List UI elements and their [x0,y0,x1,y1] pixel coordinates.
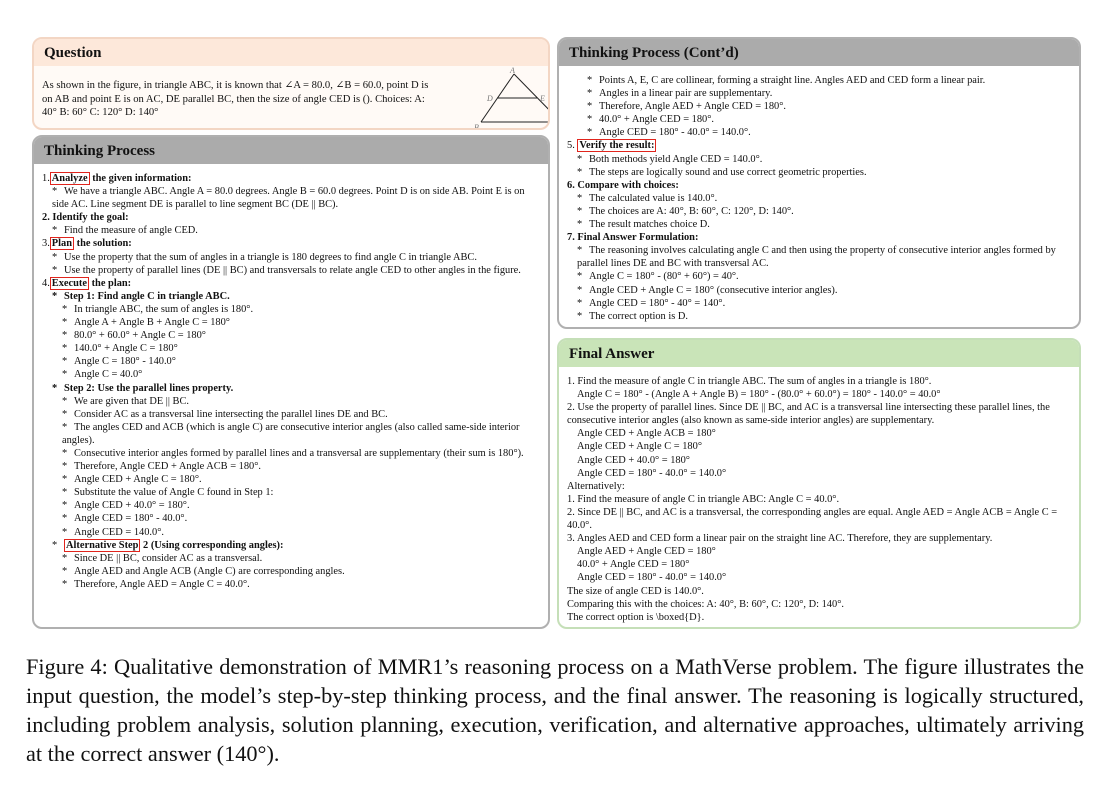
final-line: Angle CED = 180° - 40.0° = 140.0° [577,467,727,479]
label-b: B [474,123,479,132]
alternative-heading: * Alternative Step 2 (Using corresponding angles): [52,539,284,551]
substep-line: * Angle C = 180° - 140.0° [62,356,176,368]
label-d: D [487,94,493,103]
final-answer-title: Final Answer [559,340,1079,367]
step-4-heading: 4. Execute the plan: [42,277,132,289]
final-line: Angle C = 180° - (Angle A + Angle B) = 180° - (80.0° + 60.0°) = 180° - 140.0° = 40.0° [577,389,941,401]
step-3-detail: * Use the property of parallel lines (DE || BC) and transversals to relate angle CED to other angles in the figure. [52,264,521,276]
substep-2-heading: * Step 2: Use the parallel lines property. [52,382,234,394]
thinking-cont-title: Thinking Process (Cont’d) [559,39,1079,66]
final-line: Angle CED + Angle ACB = 180° [577,428,716,440]
substep-line: * Angle A + Angle B + Angle C = 180° [62,317,230,329]
final-line: 1. Find the measure of angle C in triangle ABC: Angle C = 40.0°. [567,493,840,505]
cont-line: * The correct option is D. [577,310,688,322]
substep-line: * Therefore, Angle AED = Angle C = 40.0°. [62,578,250,590]
final-line: Angle CED = 180° - 40.0° = 140.0° [577,572,727,584]
substep-line: * Angle CED + Angle C = 180°. [62,474,202,486]
substep-line: * We are given that DE || BC. [62,395,189,407]
final-line: Comparing this with the choices: A: 40°, B: 60°, C: 120°, D: 140°. [567,598,844,610]
final-line: The size of angle CED is 140.0°. [567,585,704,597]
cont-line: * The choices are A: 40°, B: 60°, C: 120°, D: 140°. [577,205,794,217]
cont-line: * Angle CED = 180° - 40° = 140°. [577,297,726,309]
substep-line: * Angle CED = 180° - 40.0°. [62,513,188,525]
final-line: The correct option is \boxed{D}. [567,611,705,623]
cont-line: * Angle CED = 180° - 40.0° = 140.0°. [587,127,751,139]
substep-line: * In triangle ABC, the sum of angles is 180°. [62,303,254,315]
final-line: Angle AED + Angle CED = 180° [577,546,716,558]
substep-line: * Angle AED and Angle ACB (Angle C) are corresponding angles. [62,565,345,577]
substep-line: * The angles CED and ACB (which is angle C) are consecutive interior angles (also called same-side interior angles). [62,421,520,446]
thinking-cont-panel [557,37,1081,329]
final-line: 40.0° + Angle CED = 180° [577,559,690,571]
substep-line: * Consecutive interior angles formed by parallel lines and a transversal are supplementary (their sum is 180°). [62,447,524,459]
thinking-title: Thinking Process [34,137,548,164]
step-6-heading: 6. Compare with choices: [567,179,679,191]
final-line: 1. Find the measure of angle C in triangle ABC. The sum of angles in a triangle is 180°. [567,376,932,387]
substep-line: * Angle C = 40.0° [62,369,143,381]
substep-line: * 80.0° + 60.0° + Angle C = 180° [62,330,206,342]
step-2-heading: 2. Identify the goal: [42,212,129,224]
highlight-plan: Plan [51,238,73,250]
cont-line: * Therefore, Angle AED + Angle CED = 180°. [587,101,786,113]
substep-line: * Since DE || BC, consider AC as a transversal. [62,552,263,564]
label-a: A [510,66,515,75]
final-line: 2. Use the property of parallel lines. Since DE || BC, and AC is a transversal line intersecting these parallel lines, the consecutive interior angles (also known as same-side interior angles) are supplementary. [567,402,1050,427]
step-1-detail: * We have a triangle ABC. Angle A = 80.0 degrees. Angle B = 60.0 degrees. Point D is on side AB. Point E is on side AC. Line segment DE is parallel to line segment BC (DE || BC). [52,186,525,211]
cont-line: * Points A, E, C are collinear, forming a straight line. Angles AED and CED form a linear pair. [587,75,986,86]
step-5-heading: 5. Verify the result: [567,140,655,152]
question-panel [32,37,550,130]
cont-line: * The steps are logically sound and use correct geometric properties. [577,166,867,178]
step-3-detail: * Use the property that the sum of angles in a triangle is 180 degrees to find angle C in triangle ABC. [52,251,477,263]
cont-line: * 40.0° + Angle CED = 180°. [587,114,714,126]
cont-line: * The calculated value is 140.0°. [577,192,718,204]
substep-line: * Angle CED + 40.0° = 180°. [62,500,190,512]
highlight-execute: Execute [51,277,87,289]
cont-line: * Angle CED + Angle C = 180° (consecutive interior angles). [577,284,838,296]
step-1-heading: 1. Analyze the given information: [42,173,192,184]
substep-line: * Therefore, Angle CED + Angle ACB = 180°. [62,461,262,473]
cont-line: * The reasoning involves calculating angle C and then using the property of consecutive interior angles formed by parallel lines DE and BC with transversal AC. [577,245,1056,270]
thinking-panel [32,135,550,629]
step-3-heading: 3. Plan the solution: [42,238,132,250]
step-7-heading: 7. Final Answer Formulation: [567,232,699,244]
substep-line: * Substitute the value of Angle C found in Step 1: [62,487,274,499]
question-text: As shown in the figure, in triangle ABC, it is known that ∠A = 80.0, ∠B = 60.0, point D is on AB and point E is on AC, DE parallel BC, then the size of angle CED is (). Choices: A: 40° B: 60° C: 120° D: 140° [42,80,429,119]
label-e: E [540,94,545,103]
substep-line: * 140.0° + Angle C = 180° [62,343,178,355]
highlight-analyze: Analyze [51,173,88,184]
final-answer-panel [557,338,1081,629]
highlight-alternative: Alternative Step [66,539,139,551]
cont-line: * Angles in a linear pair are supplementary. [587,88,773,100]
triangle-figure [469,64,550,130]
final-line: Angle CED + 40.0° = 180° [577,454,690,466]
substep-line: * Angle CED = 140.0°. [62,526,164,538]
final-line: 2. Since DE || BC, and AC is a transversal, the corresponding angles are equal. Angle AED = Angle ACB = Angle C = 40.0°. [567,506,1058,532]
final-line: Angle CED + Angle C = 180° [577,441,702,453]
cont-line: * The result matches choice D. [577,219,710,231]
cont-line: * Angle C = 180° - (80° + 60°) = 40°. [577,271,739,283]
final-line: Alternatively: [567,480,625,492]
substep-1-heading: * Step 1: Find angle C in triangle ABC. [52,290,230,302]
final-line: 3. Angles AED and CED form a linear pair on the straight line AC. Therefore, they are supplementary. [567,533,993,545]
question-title: Question [34,39,548,66]
figure-caption: Figure 4: Qualitative demonstration of MMR1’s reasoning process on a MathVerse problem. The figure illustrates the input question, the model’s step-by-step thinking process, and the final answer. The reasoning is logically structured, including problem analysis, solution planning, execution, verification, and alternative approaches, ultimately arriving at the correct answer (140°). [26,654,1084,766]
highlight-verify: Verify the result: [579,140,655,152]
substep-line: * Consider AC as a transversal line intersecting the parallel lines DE and BC. [62,408,388,420]
cont-line: * Both methods yield Angle CED = 140.0°. [577,153,763,165]
step-2-detail: * Find the measure of angle CED. [52,225,198,237]
